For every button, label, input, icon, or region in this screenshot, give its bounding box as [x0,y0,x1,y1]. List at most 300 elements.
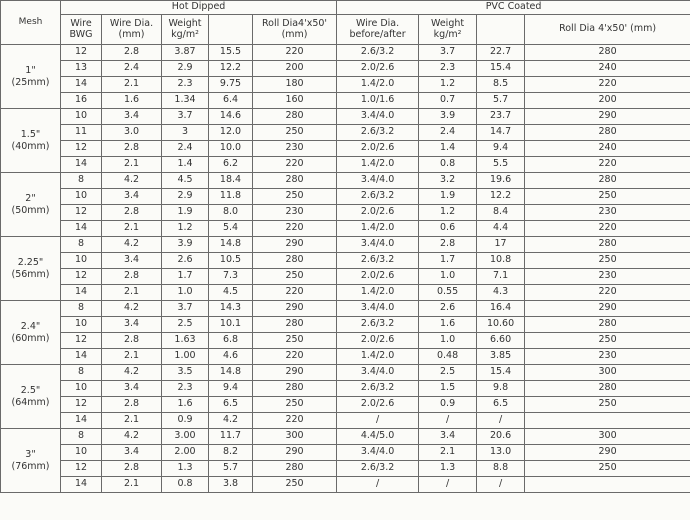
hd-wire-dia-cell: 2.8 [102,205,162,221]
wire-bwg-cell: 14 [61,413,102,429]
pvc-value-cell: 8.8 [477,461,525,477]
pvc-weight-cell: 0.9 [419,397,477,413]
pvc-roll-dia-cell: 290 [525,109,690,125]
pvc-weight-cell: 1.0 [419,333,477,349]
wire-bwg-cell: 16 [61,93,102,109]
table-row [1,45,690,61]
mesh-size: 2.5" [20,384,41,396]
mesh-mm: (60mm) [11,332,50,344]
table-row [1,397,690,413]
pvc-wire-dia-cell: 2.6/3.2 [337,381,419,397]
pvc-value-cell: / [477,477,525,493]
hd-value-cell: 3.8 [209,477,253,493]
mesh-size: 2" [25,192,36,204]
mesh-size-cell [1,301,61,365]
hd-weight-cell: 2.3 [162,77,209,93]
hd-weight-cell: 1.4 [162,157,209,173]
table-row [1,77,690,93]
mesh-size-cell [1,173,61,237]
table-row [1,381,690,397]
pvc-value-cell: 12.2 [477,189,525,205]
hd-roll-dia-cell: 280 [253,109,337,125]
pvc-weight-cell: 3.7 [419,45,477,61]
mesh-size-cell [1,429,61,493]
pvc-roll-dia-cell: 220 [525,221,690,237]
hd-weight-cell: 0.8 [162,477,209,493]
hd-weight-cell: 1.6 [162,397,209,413]
pvc-wire-dia-cell: / [337,477,419,493]
hd-wire-dia-cell: 2.1 [102,221,162,237]
pvc-wire-dia-cell: 2.0/2.6 [337,205,419,221]
hd-roll-dia-cell: 300 [253,429,337,445]
pvc-weight-cell: 1.2 [419,77,477,93]
pvc-wire-dia-cell: 4.4/5.0 [337,429,419,445]
pvc-value-cell: 13.0 [477,445,525,461]
pvc-wire-dia-cell: 3.4/4.0 [337,445,419,461]
hd-roll-dia-cell: 230 [253,141,337,157]
hd-wire-dia-cell: 4.2 [102,173,162,189]
pvc-weight-cell: 0.8 [419,157,477,173]
table-row [1,253,690,269]
pvc-blank-header [477,15,525,45]
pvc-value-cell: 15.4 [477,61,525,77]
pvc-wire-dia-cell: 2.6/3.2 [337,461,419,477]
mesh-mm: (64mm) [11,396,50,408]
hd-wire-dia-cell: 3.4 [102,253,162,269]
table-row [1,221,690,237]
pvc-roll-dia-cell: 250 [525,397,690,413]
pvc-wire-dia-cell: 1.4/2.0 [337,349,419,365]
hd-wire-dia-cell: 2.1 [102,157,162,173]
wire-bwg-cell: 12 [61,333,102,349]
hd-roll-dia-cell: 290 [253,445,337,461]
pvc-wire-dia-cell: 2.0/2.6 [337,333,419,349]
hd-weight-cell: 0.9 [162,413,209,429]
wire-bwg-cell: 14 [61,221,102,237]
header-row-sub [1,15,690,45]
hd-roll-dia-cell: 250 [253,189,337,205]
hd-weight-cell: 3.5 [162,365,209,381]
wire-bwg-cell: 12 [61,141,102,157]
pvc-weight-header: Weight kg/m² [419,15,477,45]
wire-bwg-cell: 10 [61,109,102,125]
mesh-size-cell [1,109,61,173]
pvc-wire-dia-cell: 2.6/3.2 [337,45,419,61]
hd-weight-cell: 2.6 [162,253,209,269]
pvc-weight-cell: 2.3 [419,61,477,77]
pvc-value-cell: 7.1 [477,269,525,285]
hd-value-cell: 4.6 [209,349,253,365]
hd-roll-dia-cell: 160 [253,93,337,109]
hd-roll-header: Roll Dia4'x50' (mm) [253,15,337,45]
hd-value-cell: 11.8 [209,189,253,205]
hd-roll-dia-cell: 290 [253,365,337,381]
hd-value-cell: 9.4 [209,381,253,397]
pvc-weight-cell: 1.2 [419,205,477,221]
pvc-coated-header: PVC Coated [337,1,690,15]
pvc-weight-cell: 1.4 [419,141,477,157]
hd-roll-dia-cell: 280 [253,173,337,189]
table-row [1,61,690,77]
hd-value-cell: 5.7 [209,461,253,477]
hd-roll-dia-cell: 280 [253,253,337,269]
hd-weight-cell: 2.3 [162,381,209,397]
hd-value-cell: 6.4 [209,93,253,109]
hd-value-cell: 11.7 [209,429,253,445]
pvc-value-cell: 8.5 [477,77,525,93]
wire-bwg-cell: 14 [61,349,102,365]
pvc-roll-dia-cell: 280 [525,45,690,61]
hd-weight-header: Weight kg/m² [162,15,209,45]
pvc-wire-dia-cell: 2.0/2.6 [337,61,419,77]
pvc-wire-dia-cell: 2.0/2.6 [337,397,419,413]
hd-weight-cell: 3.7 [162,109,209,125]
hd-weight-cell: 3.87 [162,45,209,61]
pvc-wire-dia-cell: 2.0/2.6 [337,269,419,285]
pvc-wire-dia-cell: 2.0/2.6 [337,141,419,157]
hd-roll-dia-cell: 250 [253,397,337,413]
hd-wire-dia-cell: 3.4 [102,317,162,333]
mesh-mm: (76mm) [11,460,50,472]
hd-roll-dia-cell: 200 [253,61,337,77]
pvc-wire-dia-cell: 1.4/2.0 [337,157,419,173]
pvc-roll-dia-cell: 250 [525,333,690,349]
pvc-weight-cell: 2.5 [419,365,477,381]
pvc-value-cell: 4.4 [477,221,525,237]
pvc-weight-cell: 0.6 [419,221,477,237]
pvc-weight-cell: 3.4 [419,429,477,445]
table-body [1,45,690,493]
pvc-roll-dia-cell: 290 [525,301,690,317]
pvc-wire-dia-cell: 3.4/4.0 [337,365,419,381]
hd-weight-cell: 1.7 [162,269,209,285]
pvc-value-cell: 10.60 [477,317,525,333]
table-row [1,413,690,429]
pvc-value-cell: 15.4 [477,365,525,381]
pvc-wire-dia-cell: 2.6/3.2 [337,253,419,269]
pvc-weight-cell: 0.7 [419,93,477,109]
hd-value-cell: 14.6 [209,109,253,125]
pvc-roll-dia-cell: 250 [525,189,690,205]
pvc-weight-cell: / [419,413,477,429]
wire-bwg-cell: 8 [61,237,102,253]
hd-roll-dia-cell: 220 [253,413,337,429]
wire-bwg-cell: 10 [61,189,102,205]
wire-bwg-cell: 8 [61,301,102,317]
hd-wire-dia-cell: 3.4 [102,381,162,397]
pvc-value-cell: 6.5 [477,397,525,413]
hd-weight-cell: 1.63 [162,333,209,349]
pvc-weight-cell: 1.9 [419,189,477,205]
pvc-roll-dia-cell: 290 [525,445,690,461]
pvc-roll-dia-cell [525,413,690,429]
wire-bwg-cell: 10 [61,381,102,397]
hd-roll-dia-cell: 220 [253,45,337,61]
table-row [1,429,690,445]
mesh-mm: (56mm) [11,268,50,280]
pvc-roll-dia-cell: 250 [525,253,690,269]
hd-roll-dia-cell: 230 [253,205,337,221]
hd-weight-cell: 3.7 [162,301,209,317]
pvc-wire-dia-cell: 3.4/4.0 [337,109,419,125]
hd-weight-cell: 1.34 [162,93,209,109]
hd-value-cell: 8.2 [209,445,253,461]
hd-weight-cell: 3.00 [162,429,209,445]
pvc-roll-dia-cell: 280 [525,237,690,253]
table-row [1,237,690,253]
mesh-mm: (50mm) [11,204,50,216]
hd-wire-dia-cell: 2.8 [102,333,162,349]
pvc-value-cell: 23.7 [477,109,525,125]
pvc-wire-dia-cell: 1.4/2.0 [337,77,419,93]
pvc-weight-cell: 1.0 [419,269,477,285]
pvc-value-cell: 17 [477,237,525,253]
pvc-value-cell: 16.4 [477,301,525,317]
hd-value-cell: 15.5 [209,45,253,61]
pvc-weight-cell: 2.4 [419,125,477,141]
hd-weight-cell: 2.9 [162,189,209,205]
pvc-wire-dia-cell: 3.4/4.0 [337,301,419,317]
pvc-roll-dia-cell: 280 [525,173,690,189]
pvc-value-cell: / [477,413,525,429]
hd-value-cell: 6.2 [209,157,253,173]
pvc-weight-cell: 1.6 [419,317,477,333]
pvc-value-cell: 9.8 [477,381,525,397]
hd-value-cell: 10.5 [209,253,253,269]
header-row-top [1,1,690,15]
table-row [1,461,690,477]
pvc-weight-cell: 1.7 [419,253,477,269]
pvc-roll-dia-cell: 200 [525,93,690,109]
hd-wire-dia-cell: 3.4 [102,109,162,125]
wire-bwg-cell: 12 [61,45,102,61]
pvc-roll-dia-cell: 240 [525,61,690,77]
wire-bwg-header: Wire BWG [61,15,102,45]
hd-weight-cell: 2.4 [162,141,209,157]
pvc-wire-dia-cell: 1.4/2.0 [337,285,419,301]
pvc-wire-dia-cell: 3.4/4.0 [337,237,419,253]
mesh-mm: (25mm) [11,76,50,88]
pvc-roll-dia-cell: 280 [525,381,690,397]
hd-roll-dia-cell: 250 [253,125,337,141]
hd-weight-cell: 1.0 [162,285,209,301]
pvc-roll-dia-cell: 220 [525,77,690,93]
wire-bwg-cell: 14 [61,285,102,301]
pvc-roll-dia-cell: 250 [525,461,690,477]
hd-wire-dia-cell: 2.4 [102,61,162,77]
mesh-size-cell [1,365,61,429]
table-row [1,445,690,461]
mesh-mm: (40mm) [11,140,50,152]
wire-bwg-cell: 10 [61,317,102,333]
hd-roll-dia-cell: 290 [253,301,337,317]
hd-roll-dia-cell: 180 [253,77,337,93]
hd-wire-dia-cell: 2.1 [102,77,162,93]
table-row [1,317,690,333]
pvc-roll-header: Roll Dia 4'x50' (mm) [525,15,690,45]
hd-blank-header [209,15,253,45]
hd-wire-dia-cell: 4.2 [102,429,162,445]
pvc-wire-dia-cell: / [337,413,419,429]
hd-roll-dia-cell: 220 [253,349,337,365]
hd-wire-dia-cell: 2.8 [102,397,162,413]
wire-bwg-cell: 11 [61,125,102,141]
hd-wire-dia-header: Wire Dia. (mm) [102,15,162,45]
hd-wire-dia-cell: 2.1 [102,349,162,365]
hd-value-cell: 4.5 [209,285,253,301]
pvc-roll-dia-cell: 280 [525,125,690,141]
table-row [1,269,690,285]
mesh-header: Mesh [1,1,61,45]
mesh-size: 1.5" [20,128,41,140]
pvc-value-cell: 5.7 [477,93,525,109]
pvc-wire-dia-cell: 2.6/3.2 [337,317,419,333]
hd-wire-dia-cell: 2.8 [102,461,162,477]
pvc-wire-dia-cell: 2.6/3.2 [337,189,419,205]
wire-bwg-cell: 14 [61,77,102,93]
hd-roll-dia-cell: 220 [253,157,337,173]
hd-roll-dia-cell: 280 [253,381,337,397]
pvc-roll-dia-cell: 300 [525,429,690,445]
table-row [1,205,690,221]
wire-bwg-cell: 8 [61,365,102,381]
hd-wire-dia-cell: 2.1 [102,413,162,429]
hd-value-cell: 9.75 [209,77,253,93]
hd-value-cell: 8.0 [209,205,253,221]
wire-bwg-cell: 13 [61,61,102,77]
hd-roll-dia-cell: 250 [253,477,337,493]
table-row [1,285,690,301]
table-row [1,125,690,141]
mesh-size: 3" [25,448,36,460]
pvc-value-cell: 10.8 [477,253,525,269]
mesh-size: 2.25" [17,256,44,268]
pvc-weight-cell: 0.48 [419,349,477,365]
wire-bwg-cell: 8 [61,173,102,189]
hd-value-cell: 14.8 [209,237,253,253]
hd-weight-cell: 3.9 [162,237,209,253]
wire-bwg-cell: 10 [61,253,102,269]
hd-value-cell: 6.8 [209,333,253,349]
pvc-weight-cell: 0.55 [419,285,477,301]
table-row [1,349,690,365]
pvc-weight-cell: 1.3 [419,461,477,477]
hd-wire-dia-cell: 3.4 [102,445,162,461]
table-row [1,365,690,381]
pvc-value-cell: 8.4 [477,205,525,221]
pvc-roll-dia-cell: 280 [525,317,690,333]
pvc-weight-cell: 1.5 [419,381,477,397]
table-row [1,173,690,189]
wire-bwg-cell: 12 [61,397,102,413]
table-row [1,93,690,109]
hd-wire-dia-cell: 2.1 [102,285,162,301]
pvc-value-cell: 3.85 [477,349,525,365]
pvc-value-cell: 6.60 [477,333,525,349]
pvc-weight-cell: 2.1 [419,445,477,461]
hd-roll-dia-cell: 220 [253,285,337,301]
hd-wire-dia-cell: 4.2 [102,365,162,381]
hd-wire-dia-cell: 2.1 [102,477,162,493]
pvc-value-cell: 22.7 [477,45,525,61]
pvc-roll-dia-cell: 220 [525,157,690,173]
hd-weight-cell: 2.9 [162,61,209,77]
wire-bwg-cell: 12 [61,269,102,285]
hd-weight-cell: 3 [162,125,209,141]
pvc-roll-dia-cell: 300 [525,365,690,381]
hd-value-cell: 12.0 [209,125,253,141]
wire-bwg-cell: 12 [61,205,102,221]
pvc-roll-dia-cell: 220 [525,285,690,301]
hd-weight-cell: 2.5 [162,317,209,333]
table-row [1,333,690,349]
hd-roll-dia-cell: 280 [253,461,337,477]
hd-value-cell: 4.2 [209,413,253,429]
hd-wire-dia-cell: 3.0 [102,125,162,141]
hd-wire-dia-cell: 2.8 [102,269,162,285]
table-row [1,189,690,205]
hd-weight-cell: 1.00 [162,349,209,365]
wire-bwg-cell: 10 [61,445,102,461]
hd-value-cell: 12.2 [209,61,253,77]
pvc-wire-dia-cell: 3.4/4.0 [337,173,419,189]
hd-value-cell: 14.8 [209,365,253,381]
hd-roll-dia-cell: 250 [253,333,337,349]
pvc-value-cell: 19.6 [477,173,525,189]
mesh-size-cell [1,237,61,301]
hd-wire-dia-cell: 4.2 [102,301,162,317]
hd-value-cell: 5.4 [209,221,253,237]
hd-value-cell: 7.3 [209,269,253,285]
wire-bwg-cell: 14 [61,157,102,173]
pvc-value-cell: 4.3 [477,285,525,301]
pvc-wire-dia-cell: 1.0/1.6 [337,93,419,109]
hd-weight-cell: 1.3 [162,461,209,477]
hd-wire-dia-cell: 3.4 [102,189,162,205]
wire-bwg-cell: 8 [61,429,102,445]
table-row [1,477,690,493]
pvc-roll-dia-cell: 230 [525,349,690,365]
hd-weight-cell: 1.9 [162,205,209,221]
pvc-value-cell: 20.6 [477,429,525,445]
hd-wire-dia-cell: 1.6 [102,93,162,109]
pvc-value-cell: 14.7 [477,125,525,141]
table-row [1,109,690,125]
hd-weight-cell: 2.00 [162,445,209,461]
wire-bwg-cell: 12 [61,461,102,477]
table-row [1,141,690,157]
hd-weight-cell: 4.5 [162,173,209,189]
hd-weight-cell: 1.2 [162,221,209,237]
pvc-roll-dia-cell [525,477,690,493]
pvc-weight-cell: 2.6 [419,301,477,317]
wire-bwg-cell: 14 [61,477,102,493]
pvc-roll-dia-cell: 230 [525,269,690,285]
hd-wire-dia-cell: 2.8 [102,141,162,157]
table-row [1,157,690,173]
pvc-wire-dia-cell: 2.6/3.2 [337,125,419,141]
mesh-size-cell [1,45,61,109]
mesh-size: 2.4" [20,320,41,332]
table-row [1,301,690,317]
pvc-weight-cell: 3.2 [419,173,477,189]
pvc-wire-dia-header: Wire Dia. before/after [337,15,419,45]
pvc-weight-cell: 2.8 [419,237,477,253]
hd-wire-dia-cell: 4.2 [102,237,162,253]
pvc-wire-dia-cell: 1.4/2.0 [337,221,419,237]
hd-wire-dia-cell: 2.8 [102,45,162,61]
mesh-size: 1" [25,64,36,76]
